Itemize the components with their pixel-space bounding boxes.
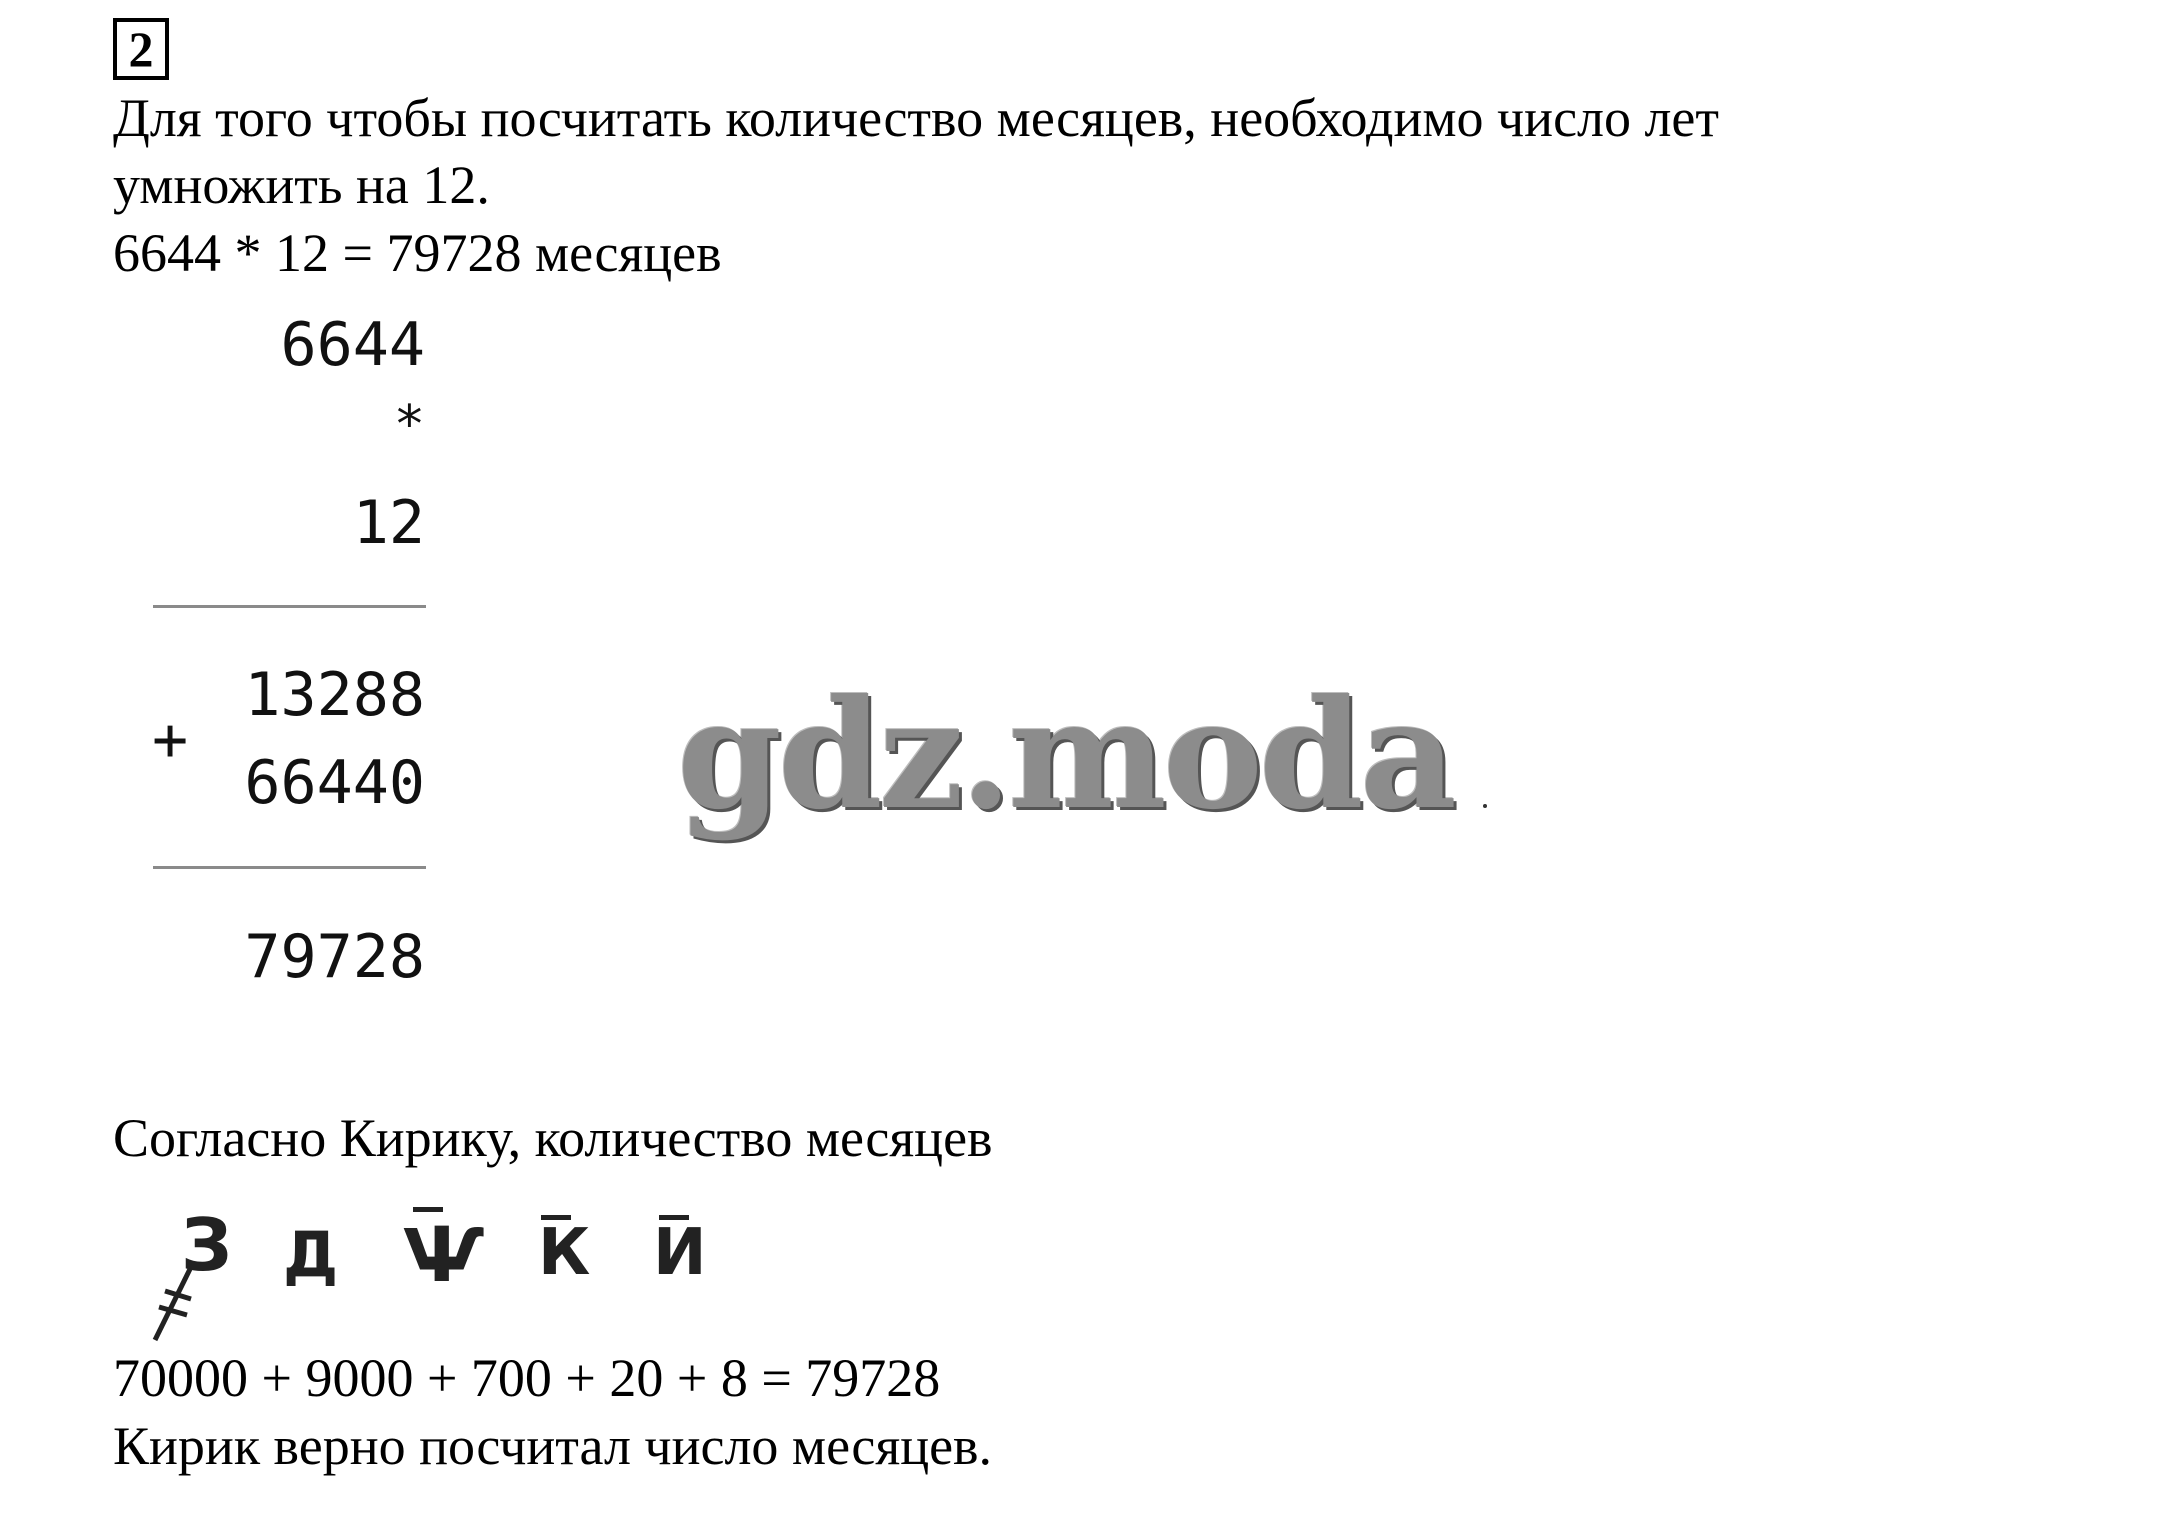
glyph-psi: Ѱ bbox=[403, 1210, 485, 1299]
glyph-kako: К bbox=[538, 1216, 591, 1290]
intro-text-line-2: умножить на 12. bbox=[113, 155, 490, 215]
conclusion-line: Кирик верно посчитал число месяцев. bbox=[113, 1416, 993, 1476]
task-number-box: 2 bbox=[113, 18, 169, 80]
scan-speck bbox=[1483, 804, 1487, 808]
plus-operator: + bbox=[152, 705, 189, 775]
rule-line-1 bbox=[153, 605, 426, 608]
partial-product-2: 66440 bbox=[244, 748, 425, 818]
cyrillic-numeral-image bbox=[113, 1175, 708, 1345]
multiplicand: 6644 bbox=[280, 310, 425, 380]
sum-equation-line: 70000 + 9000 + 700 + 20 + 8 = 79728 bbox=[113, 1348, 941, 1408]
intro-text-line-1: Для того чтобы посчитать количество месяцев, необходимо число лет bbox=[113, 88, 1719, 148]
watermark-logo: gdz.moda bbox=[677, 667, 1454, 843]
partial-product-1: 13288 bbox=[244, 660, 425, 730]
product-result: 79728 bbox=[244, 922, 425, 992]
glyph-dobro: Д bbox=[283, 1218, 339, 1291]
glyph-izhe: И bbox=[653, 1216, 707, 1290]
rule-line-2 bbox=[153, 866, 426, 869]
equation-line: 6644 * 12 = 79728 месяцев bbox=[113, 223, 722, 283]
multiplier: 12 bbox=[352, 488, 425, 558]
glyph-zelo: З bbox=[181, 1203, 233, 1287]
kirik-text-line: Согласно Кирику, количество месяцев bbox=[113, 1108, 993, 1168]
multiply-operator: * bbox=[393, 395, 425, 455]
